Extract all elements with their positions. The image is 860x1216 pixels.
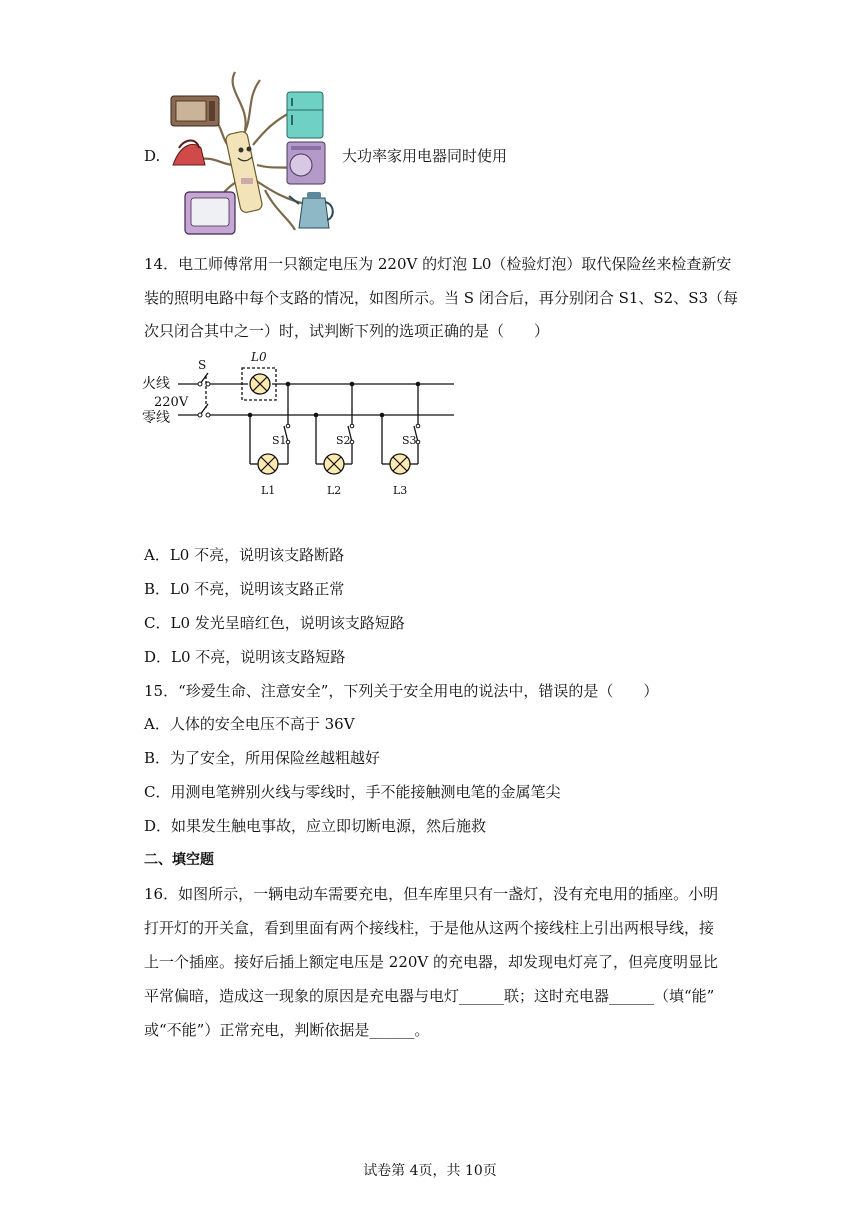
lamp-l3-label: L3	[393, 484, 408, 497]
q15-stem: 15．“珍爱生命、注意安全”，下列关于安全用电的说法中，错误的是（ ）	[144, 682, 659, 700]
lamp-l2-label: L2	[327, 484, 342, 497]
q15-option-c: C．用测电笔辨别火线与零线时，手不能接触测电笔的金属笔尖	[144, 783, 561, 801]
microwave-icon	[171, 96, 219, 126]
lamp-l0-icon	[250, 374, 270, 394]
switch-s3-label: S3	[402, 434, 417, 447]
appliances-overload-illustration	[165, 70, 340, 242]
q16-line1: 16．如图所示，一辆电动车需要充电，但车库里只有一盏灯，没有充电用的插座。小明	[144, 885, 719, 903]
page-footer: 试卷第 4页，共 10页	[363, 1163, 497, 1179]
television-icon	[185, 192, 235, 234]
kettle-icon	[289, 192, 333, 228]
q14-stem-line2: 装的照明电路中每个支路的情况，如图所示。当 S 闭合后，再分别闭合 S1、S2、S3（每	[144, 289, 739, 307]
q16-line3: 上一个插座。接好后插上额定电压是 220V 的充电器，却发现电灯亮了，但亮度明显比	[144, 953, 719, 971]
q15-option-d: D．如果发生触电事故，应立即切断电源，然后施救	[144, 817, 487, 835]
main-switch-label: S	[198, 358, 207, 372]
voltage-label: 220V	[154, 395, 189, 410]
switch-s2-label: S2	[336, 434, 351, 447]
refrigerator-icon	[287, 92, 323, 138]
washing-machine-icon	[287, 142, 325, 184]
q13-option-d-label: D.	[144, 147, 161, 165]
q14-stem-line1: 14．电工师傅常用一只额定电压为 220V 的灯泡 L0（检验灯泡）取代保险丝来检查新安	[144, 255, 732, 273]
circuit-diagram	[140, 346, 460, 506]
lamp-l3-icon	[390, 454, 410, 474]
section-title: 二、填空题	[144, 852, 214, 868]
switch-s1-label: S1	[272, 434, 287, 447]
q14-option-a: A．L0 不亮，说明该支路断路	[144, 546, 345, 564]
q14-stem-line3: 次只闭合其中之一）时，试判断下列的选项正确的是（ ）	[144, 322, 550, 340]
q16-line2: 打开灯的开关盒，看到里面有两个接线柱，于是他从这两个接线柱上引出两根导线，接	[144, 919, 715, 937]
iron-icon	[173, 141, 205, 166]
q14-option-b: B．L0 不亮，说明该支路正常	[144, 580, 345, 598]
live-wire-label: 火线	[142, 376, 170, 392]
q14-option-d: D．L0 不亮，说明该支路短路	[144, 648, 346, 666]
lamp-l2-icon	[324, 454, 344, 474]
q13-option-d-text: 大功率家用电器同时使用	[342, 147, 508, 165]
q14-option-c: C．L0 发光呈暗红色，说明该支路短路	[144, 614, 405, 632]
lamp-l1-icon	[258, 454, 278, 474]
q16-line4: 平常偏暗，造成这一现象的原因是充电器与电灯______联；这时充电器______（填“能”	[144, 987, 715, 1005]
q15-option-b: B．为了安全，所用保险丝越粗越好	[144, 749, 381, 767]
q15-option-a: A．人体的安全电压不高于 36V	[144, 715, 355, 733]
lamp-l1-label: L1	[261, 484, 276, 497]
neutral-wire-label: 零线	[142, 410, 170, 426]
q16-line5: 或“不能”）正常充电，判断依据是______。	[144, 1021, 430, 1039]
test-lamp-label: L0	[251, 350, 267, 364]
